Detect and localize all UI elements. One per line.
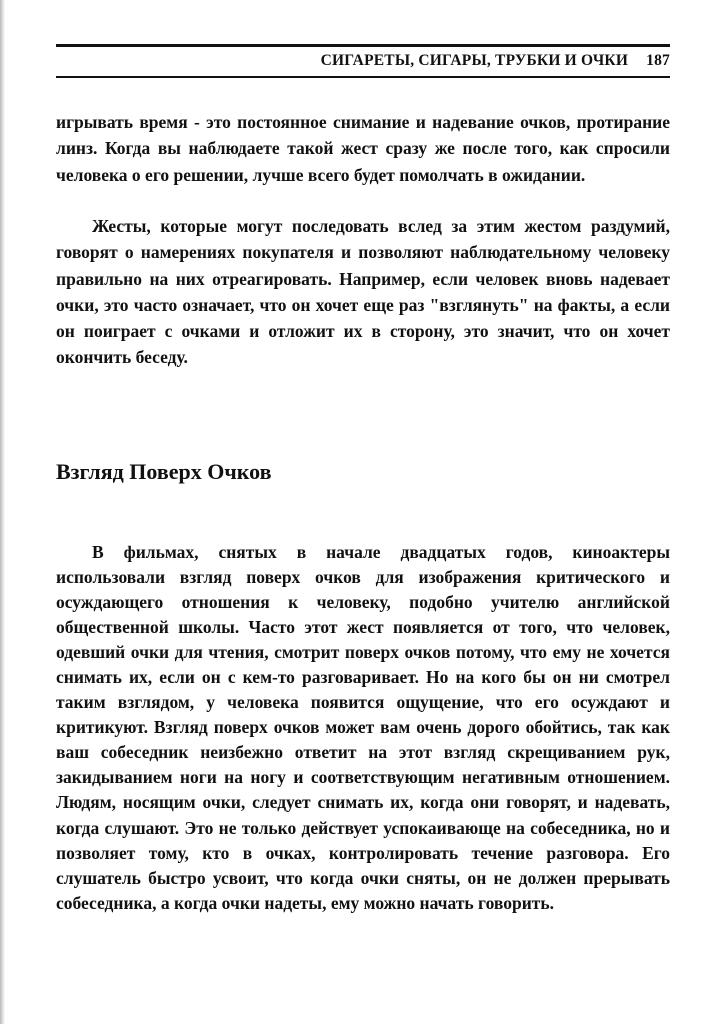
paragraph-gestures: Жесты, которые могут последовать вслед за этим жестом раздумий, говорят о намерениях покупателя и позволяют наблюдательному человеку правильно на них отреагировать. Например, если человек вновь надевает очки, это часто означает, что он хочет еще раз "взглянуть" на факты, а если он поиграет с очками и отложит их в сторону, это значит, что он хочет окончить беседу. bbox=[56, 216, 670, 368]
running-title: СИГАРЕТЫ, СИГАРЫ, ТРУБКИ И ОЧКИ bbox=[320, 52, 629, 69]
page-edge-shadow bbox=[0, 0, 5, 1024]
paragraph-continuation: игрывать время - это постоянное снимание и надевание очков, протирание линз. Когда вы наблюдаете такой жест сразу же после того, как спросили человека о его решении, лучше всего будет помолчать в ожидании. bbox=[56, 112, 670, 185]
running-head bbox=[56, 52, 670, 70]
header-rule-bottom bbox=[56, 76, 670, 78]
section-heading: Взгляд Поверх Очков bbox=[56, 459, 272, 484]
header-rule-top bbox=[56, 44, 670, 47]
paragraph-over-glasses: В фильмах, снятых в начале двадцатых годов, киноактеры использовали взгляд поверх очков для изображения критического и осуждающего отношения к человеку, подобно учителю английской общественной школы. Часто этот жест появляется от того, что человек, одевший очки для чтения, смотрит поверх очков потому, что ему не хочется снимать их, если он с кем-то разговаривает. Но на кого бы он ни смотрел таким взглядом, у человека появится ощущение, что его осуждают и критикуют. Взгляд поверх очков может вам очень дорого обойтись, так как ваш собеседник неизбежно ответит на этот взгляд скрещиванием рук, закидыванием ноги на ногу и соответствующим негативным отношением. Людям, носящим очки, следует снимать их, когда они говорят, и надевать, когда слушают. Это не только действует успокаивающе на собеседника, но и позволяет тому, кто в очках, контролировать течение разговора. Его слушатель быстро усвоит, что когда очки сняты, он не должен прерывать собеседника, а когда очки надеты, ему можно начать говорить. bbox=[56, 542, 670, 913]
page-number: 187 bbox=[646, 52, 670, 69]
